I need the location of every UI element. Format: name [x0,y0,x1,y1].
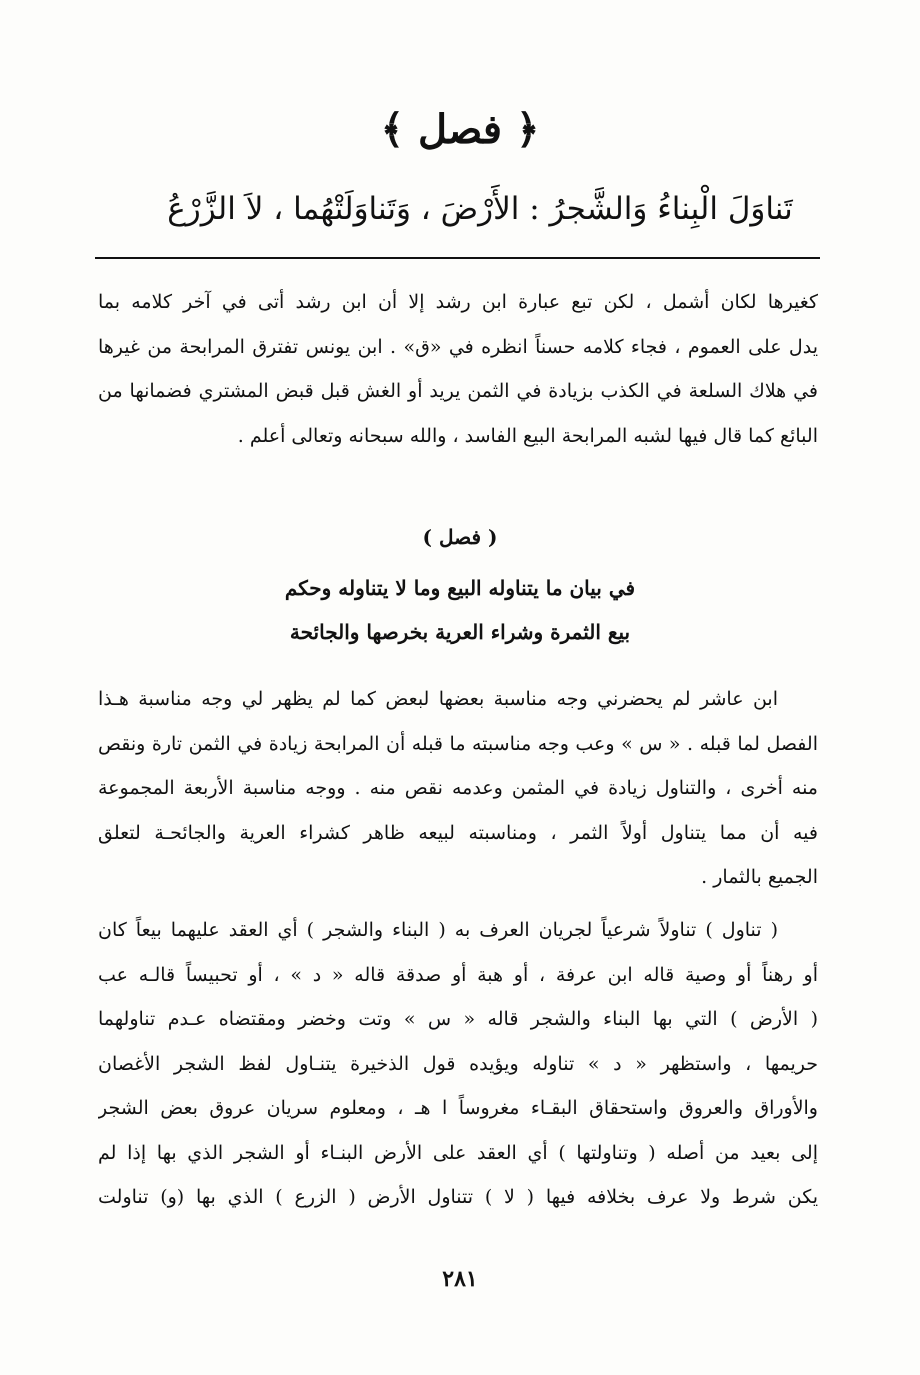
paragraph-commentary [98,908,818,1220]
text-line: أو رهناً أو وصية قاله ابن عرفة ، أو هبة أو صدقة قاله « د » ، أو تحبيساً قالـه عب [98,963,818,986]
section-mark: ﴿ فصل ﴾ [380,106,540,153]
text-line: في هلاك السلعة في الكذب بزيادة في الثمن يريد أو الغش قبل قبض المشتري فضمانها من [98,380,818,402]
text-line: ابن عاشر لم يحضرني وجه مناسبة بعضها لبعض كما لم يظهر لي وجه مناسبة هـذا [98,688,778,710]
text-line: ( تناول ) تناولاً شرعياً لجريان العرف به ( البناء والشجر ) أي العقد عليهما بيعاً كان [98,919,778,941]
text-line: يكن شرط ولا عرف بخلافه فيها ( لا ) تتناول الأرض ( الزرع ) الذي بها (و) تناولت [98,1186,818,1208]
chapter-subtitle-line-2: بيع الثمرة وشراء العرية بخرصها والجائحة [289,620,631,644]
paragraph-introduction [98,677,818,900]
text-line: البائع كما قال فيها لشبه المرابحة البيع الفاسد ، والله سبحانه وتعالى أعلم . [237,424,818,447]
text-line: إلى بعيد من أصله ( وتناولتها ) أي العقد على الأرض البنـاء أو الشجر الذي بها إذا لم [98,1141,818,1164]
paragraph-continuation [98,280,818,458]
text-line: كغيرها لكان أشمل ، لكن تبع عبارة ابن رشد إلا أن ابن رشد أتى في آخر كلامه بما [98,291,818,313]
text-line: يدل على العموم ، فجاء كلامه حسناً انظره في «ق» . ابن يونس تفترق المرابحة من غيرها [98,335,818,358]
text-line: والأوراق والعروق واستحقاق البقـاء مغروساً ا هـ ، ومعلوم سريان عروق بعض الشجر [98,1097,818,1119]
header-rule [95,257,820,259]
page-number: ٢٨١ [442,1266,478,1292]
text-line: حريمها ، واستظهر « د » تناوله ويؤيده قول الذخيرة يتنـاول لفظ الشجر الأغصان [98,1052,818,1075]
text-line: منه أخرى ، والتناول زيادة في المثمن وعدمه نقص منه . ووجه مناسبة الأربعة المجموعة [98,777,818,799]
running-head: تَناوَلَ الْبِناءُ وَالشَّجرُ : الأَرْضَ ، وَتَناوَلَتْهُما ، لاَ الزَّرْعُ [167,191,793,227]
chapter-subtitle-line-1: في بيان ما يتناوله البيع وما لا يتناوله وحكم [284,576,636,600]
text-line: الجميع بالثمار . [701,866,818,888]
chapter-title: ( فصل ) [422,525,498,549]
text-line: ( الأرض ) التي بها البناء والشجر قاله « س » وتت وخضر ومقتضاه عـدم تناولهما [98,1008,818,1030]
text-line: فيه أن مما يتناول أولاً الثمر ، ومناسبته لبيعه ظاهر كشراء العرية والجائحـة لتعلق [98,821,818,844]
text-line: الفصل لما قبله . « س » وعب وجه مناسبته ما قبله أن المرابحة زيادة في الثمن تارة ونقص [98,732,818,755]
